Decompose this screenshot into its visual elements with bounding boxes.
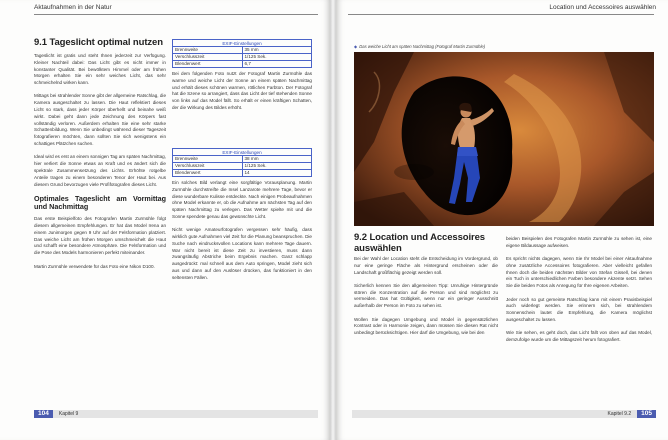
exif-row [173, 163, 312, 170]
running-head-right: Location und Accessoires auswählen [549, 4, 656, 11]
paragraph: Wollen Sie dagegen Umgebung und Model in gegensätzlichen Kontrast oder in Harmonie zeigen, dann müssen Sie diesen Rat nicht unbedingt berücksichtigen. Hier darf die Umgebung, wie bei den [354, 316, 498, 336]
paragraph: Ideal wird es erst an einem sonnigen Tag am späten Nachmittag, hier verliert die Sonne etwas an Kraft und es ändert sich die spektrale Zusammensetzung des Lichts. Erhöhte rotgelbe Anteile tragen zu einem besonderen Tenor der Haut bei. Aus diesem Grund bevorzugen viele Profifotografen dieses Licht. [34, 154, 166, 187]
left-column-1 [34, 53, 166, 418]
exif-key: Brennweite [173, 156, 243, 163]
exif-value: 6,7 [242, 61, 312, 68]
section-number: 9.2 [354, 232, 367, 243]
nude-photo-rock-arch [354, 52, 654, 226]
section-title-text: Location und Accessoires auswählen [354, 232, 485, 254]
header-rule-right [348, 14, 654, 15]
section-title-9-2 [354, 233, 494, 254]
exif-value: 14 [242, 170, 312, 177]
exif-key: Verschlusszeit [173, 54, 243, 61]
paragraph: Es spricht nichts dagegen, wenn Sie Ihr Model bei einer Aktaufnahme ohne zusätzliche Accessoires fotografieren. Aber vielleicht gefallen Ihnen doch die beiden nächsten Bilder von Stefan Gissell, bei denen ein Tuch in unterschiedlichen Farben besondere Akzente setzt. Sehen Sie die beiden Fotos als Anregung für Ihre eigenen Arbeiten. [506, 256, 652, 289]
page-number-left: 104 [34, 410, 53, 418]
footer-chapter-left: Kapitel 9 [58, 411, 79, 417]
footer-chapter-right: Kapitel 9.2 [607, 411, 632, 417]
caption-text: Das weiche Licht am späten Nachmittag (Fotograf Martin Zurmühle) [359, 44, 486, 49]
exif-key: Blendenwert [173, 170, 243, 177]
header-rule-left [34, 14, 318, 15]
footer-right [352, 410, 656, 418]
paragraph: Wie Sie sehen, es geht doch, das Licht fällt von oben auf das Model, demzufolge wurde um die Mittagszeit herum fotografiert. [506, 330, 652, 343]
left-column-2-top [172, 71, 312, 137]
paragraph: Bei der Wahl der Location steht die Entscheidung im Vordergrund, ob nur eine geringe Fläche als Hintergrund erscheinen oder die Landschaft großflächig gezeigt werden soll. [354, 256, 498, 275]
paragraph: Mittags bei strahlender Sonne gibt der allgemeine Ratschlag, die Kamera ausgeschaltet zu lassen. Die Haut reflektiert dieses Licht so stark, dass jeder Körper überhellt und beinahe weiß wirkt. Dabei geht dann jede Zeichnung des Körpers fast vollständig verloren. Außerdem erhalten Sie eine sehr starke Schattenbildung. Wenn Sie unbedingt während dieser Tageszeit fotografieren möchten, dann sollten Sie sich wenigstens ein schattiges Plätzchen suchen. [34, 93, 166, 147]
exif-key: Verschlusszeit [173, 163, 243, 170]
right-page [336, 0, 668, 440]
paragraph: Ein solches Bild verlangt eine sorgfältige Vorausplanung. Martin Zurmühle durchstreifte die Insel Lanzarote mehrere Tage, bevor er diese wunderbare Kulisse entdeckte. Nach einigen Probeaufnahmen ohne Model erkannte er, ob die Aufnahme am nächsten Tag auf den späten Nachmittag zu verlegen. Das Wetter spielte mit und die Sonne spendete genau das gewünschte Licht. [172, 180, 312, 219]
exif-value: 1/125 Sek. [242, 163, 312, 170]
paragraph: Jeder noch so gut gemeinte Ratschlag kann mit einem Praxisbeispiel auch widerlegt werden. Sie erinnern sich, bei strahlendem Sonnenschein lautet die Empfehlung, die Kamera möglichst ausgeschaltet zu lassen. [506, 296, 652, 322]
photo-caption [354, 44, 485, 49]
paragraph: Sicherlich kennen Sie den allgemeinen Tipp: Unruhige Hintergründe stören die Konzentration auf die Person und sind möglichst zu vermeiden. Das hat Gültigkeit, wenn nur ein geringer Ausschnitt außerhalb der Person im Foto zu sehen ist. [354, 282, 498, 309]
exif-row [173, 47, 312, 54]
exif-table-2 [172, 148, 312, 177]
right-column-2 [506, 236, 652, 418]
exif-value: 38 mm [242, 156, 312, 163]
page-number-right: 105 [637, 410, 656, 418]
left-page [0, 0, 330, 440]
paragraph: beiden Beispielen des Fotografen Martin Zurmühle zu sehen ist, eine eigene Bildaussage aufweisen. [506, 236, 652, 248]
paragraph: Nicht wenige Amateurfotografen vergessen sehr häufig, dass wirklich gute Aufnahmen viel Zeit für die Planung beanspruchen. Die Suche nach eindrucksvollen Locations kann mehrere Tage dauern. War nicht bereit ist diese Zeit zu investieren, muss dann zwangsläufig Abstriche beim Ergebnis machen. Ganz schlapp ausgedrückt: mal schnell aus dem Auto springen, Model zieht sich aus und dann auf den Auslöser drücken, das funktioniert in den seltensten Fällen. [172, 227, 312, 280]
caption-bullet-icon: ◆ [354, 44, 358, 49]
exif-table-title: EXIF-Einstellungen [173, 149, 312, 156]
exif-row [173, 61, 312, 68]
exif-row [173, 156, 312, 163]
running-head-left: Aktaufnahmen in der Natur [34, 4, 112, 11]
subheading: Optimales Tageslicht am Vormittag und Nachmittag [34, 193, 166, 212]
paragraph: Martin Zurmühle verwendete für das Foto eine Nikon D100. [34, 263, 155, 269]
exif-row [173, 170, 312, 177]
exif-key: Brennweite [173, 47, 243, 54]
exif-value: 35 mm [242, 47, 312, 54]
section-title-text: Tageslicht optimal nutzen [49, 37, 163, 48]
footer-left [34, 410, 318, 418]
section-number: 9.1 [34, 37, 47, 48]
paragraph: Bei dem folgenden Foto nutzt der Fotograf Martin Zurmühle das warme und weiche Licht der Sonne an einem späten Nachmittag und erhält dieses schönen warmen, rötlichen Farbton. Der Fotograf hat die Szene so arrangiert, dass das Licht der tief stehenden Sonne von links auf das Model fällt. So erhält er einen kräftigen Schatten, der die Wirkung des Bildes erhöht. [172, 71, 312, 110]
photo-illustration [354, 52, 654, 226]
paragraph: Das erste Beispielfoto des Fotografen Martin Zurmühle folgt diesem allgemeinen Empfehlungen. Er hat das Model Irena an einem Junimorgen gegen 9 Uhr auf der Felsformation platziert. Das weiche Licht am frühen Morgen umschmeichelt die Haut und schafft eine besondere Atmosphäre. Die Felsformation und die Pose des Models harmonieren perfekt miteinander. [34, 216, 166, 256]
exif-row [173, 54, 312, 61]
exif-table-title: EXIF-Einstellungen [173, 40, 312, 47]
section-title-9-1 [34, 38, 174, 49]
exif-key: Blendenwert [173, 61, 243, 68]
exif-table-1 [172, 39, 312, 68]
exif-value: 1/125 Sek. [242, 54, 312, 61]
left-column-2-bottom [172, 180, 312, 418]
right-column-1 [354, 256, 498, 418]
paragraph: Tageslicht ist gratis und steht Ihnen jederzeit zur Verfügung. Kleiner Nachteil dabei: Das Licht gibt es nicht immer in konstanter Qualität. Bei bewölktem Himmel oder am frühen Morgen erhalten Sie ein sehr weiches Licht, das sehr schmeichelnd wirken kann. [34, 53, 166, 86]
